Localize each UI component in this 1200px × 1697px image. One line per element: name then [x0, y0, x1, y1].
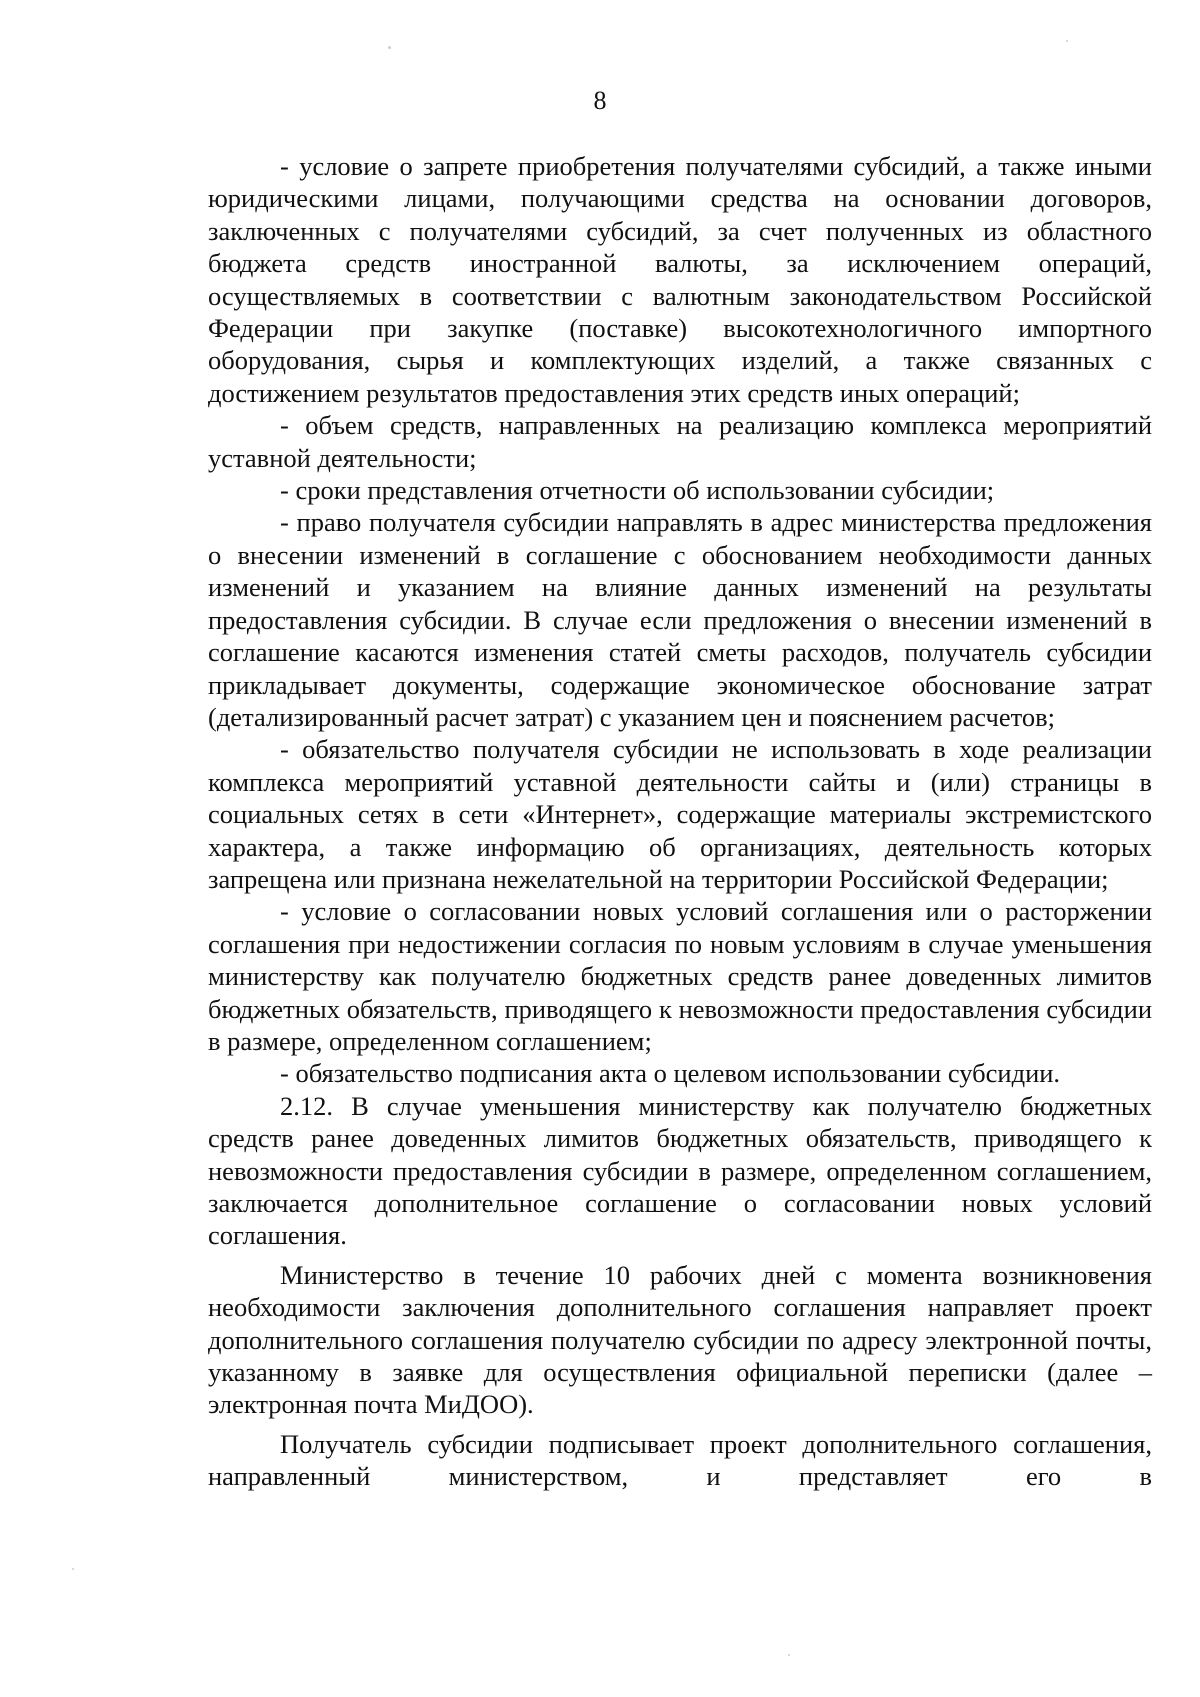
scan-speck — [388, 46, 391, 49]
paragraph-extremism-obligation: - обязательство получателя субсидии не использовать в ходе реализации комплекса мероприятий уставной деятельности сайты и (или) страницы в социальных сетях в сети «Интернет», содержащие материалы экстремистского характера, а также информацию об организациях, деятельность которых запрещена или признана нежелательной на территории Российской Федерации; — [208, 734, 1152, 894]
paragraph-ministry-deadline: Министерство в течение 10 рабочих дней с момента возникновения необходимости заключения дополнительного соглашения направляет проект дополнительного соглашения получателю субсидии по адресу электронной почты, указанному в заявке для осуществления официальной переписки (далее – электронная почта МиДОО). — [208, 1259, 1152, 1420]
paragraph-right-to-propose-changes: - право получателя субсидии направлять в адрес министерства предложения о внесении изменений в соглашение с обоснованием необходимости данных изменений и указанием на влияние данных изменений на результаты предоставления субсидии. В случае если предложения о внесении изменений в соглашение касаются изменения статей сметы расходов, получатель субсидии прикладывает документы, содержащие экономическое обоснование затрат (детализированный расчет затрат) с указанием цен и пояснением расчетов; — [208, 507, 1152, 732]
paragraph-signing-act: - обязательство подписания акта о целевом использовании субсидии. — [280, 1058, 1061, 1089]
paragraph-reporting-deadlines: - сроки представления отчетности об использовании субсидии; — [280, 475, 995, 506]
paragraph-clause-2-12: 2.12. В случае уменьшения министерству как получателю бюджетных средств ранее доведенных лимитов бюджетных обязательств, приводящего к невозможности предоставления субсидии в размере, определенном соглашением, заключается дополнительное соглашение о согласовании новых условий соглашения. — [208, 1090, 1152, 1251]
paragraph-recipient-signs: Получатель субсидии подписывает проект дополнительного соглашения, направленный министерством, и представляет его в — [208, 1428, 1152, 1492]
scan-speck — [788, 1654, 790, 1656]
paragraph-new-conditions: - условие о согласовании новых условий соглашения или о расторжении соглашения при недостижении согласия по новым условиям в случае уменьшения министерству как получателю бюджетных средств ранее доведенных лимитов бюджетных обязательств, приводящего к невозможности предоставления субсидии в размере, определенном соглашением; — [208, 896, 1152, 1056]
paragraph-currency-restriction: - условие о запрете приобретения получателями субсидий, а также иными юридическими лицами, получающими средства на основании договоров, заключенных с получателями субсидий, за счет полученных из областного бюджета средств иностранной валюты, за исключением операций, осуществляемых в соответствии с валютным законодательством Российской Федерации при закупке (поставке) высокотехнологичного импортного оборудования, сырья и комплектующих изделий, а также связанных с достижением результатов предоставления этих средств иных операций; — [208, 151, 1152, 408]
scan-speck — [72, 1568, 74, 1570]
scan-speck — [1066, 40, 1068, 42]
document-body — [208, 150, 1152, 1493]
page-number: 8 — [593, 86, 607, 115]
paragraph-funds-volume: - объем средств, направленных на реализацию комплекса мероприятий уставной деятельности; — [208, 410, 1152, 473]
